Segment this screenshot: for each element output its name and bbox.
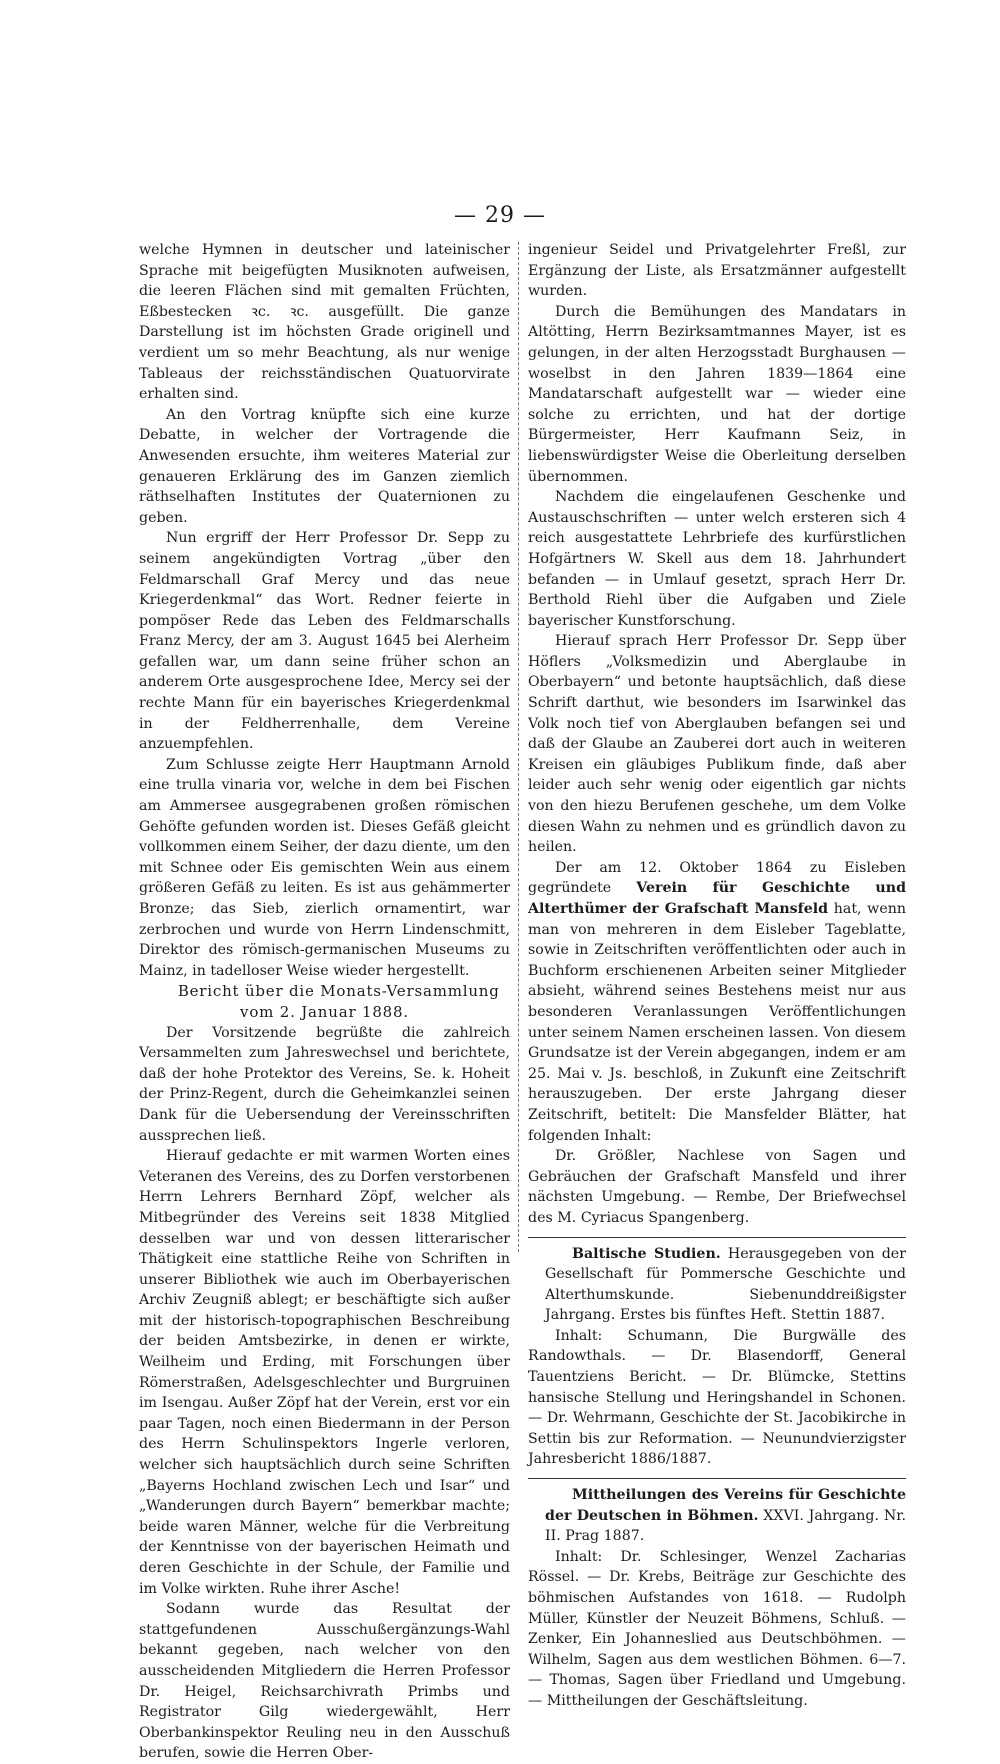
page-number: — 29 — <box>454 203 546 228</box>
divider-rule <box>528 1478 906 1479</box>
paragraph: Der Vorsitzende begrüßte die zahlreich Versammelten zum Jahreswechsel und berichtete, daß der hohe Protektor des Vereins, Se. k. Hoheit der Prinz-Regent, durch die Geheimkanzlei seinen Dank für die Uebersendung der Vereinsschriften aussprechen ließ. <box>139 1024 510 1144</box>
review-entry <box>528 1485 906 1547</box>
review-contents: Inhalt: Schumann, Die Burgwälle des Randowthals. — Dr. Blasendorff, General Tauentziens Bericht. — Dr. Blümcke, Stettins hansische Stellung und Heringshandel in Schonen. — Dr. Wehrmann, Geschichte der St. Jacobikirche in Settin bis zur Reformation. — Neunundvierzigster Jahresbericht 1886/1887. <box>528 1327 906 1468</box>
paragraph: An den Vortrag knüpfte sich eine kurze Debatte, in welcher der Vortragende die Anwesenden ersuchte, ihm weiteres Material zur genaueren Erklärung des im Ganzen ziemlich räthselhaften Institutes der Quaternionen zu geben. <box>139 406 510 526</box>
column-divider <box>518 242 519 1252</box>
society-name: Verein für Geschichte und Alterthümer der Grafschaft Mansfeld <box>528 880 906 917</box>
paragraph: Hierauf sprach Herr Professor Dr. Sepp über Höflers „Volksmedizin und Aberglaube in Oberbayern“ und betonte hauptsächlich, daß diese Schrift darthut, wie besonders im Isarwinkel das Volk noch tief von Aberglauben befangen sei und daß der Glaube an Zauberei dort auch in weiteren Kreisen ein gläubiges Publikum finde, daß aber leider auch sehr wenig oder eigentlich gar nichts von den hiezu Berufenen geschehe, um dem Volke diesen Wahn zu nehmen und es gründlich davon zu heilen. <box>528 633 906 856</box>
left-column <box>139 240 510 1764</box>
paragraph: Durch die Bemühungen des Mandatars in Altötting, Herrn Bezirksamtmannes Mayer, ist es gelungen, in der alten Herzogsstadt Burghausen — woselbst in den Jahren 1839—1864 eine Mandatarschaft aufgestellt war — wieder eine solche zu errichten, und hat der dortige Bürgermeister, Herr Kaufmann Seiz, in liebenswürdigster Weise die Oberleitung derselben übernommen. <box>528 303 906 485</box>
text: hat, wenn man von mehreren in dem Eisleber Tageblatte, sowie in Zeitschriften veröffentlichten oder auch in Buchform erschienenen Arbeiten seiner Mitglieder absieht, während seines Bestehens meist nur aus besonderen Veranlassungen Veröffentlichungen unter seinem Namen erscheinen lassen. Von diesem Grundsatze ist der Verein abgegangen, indem er am 25. Mai v. Js. beschloß, in Zukunft eine Zeitschrift herauszugeben. Der erste Jahrgang dieser Zeitschrift, betitelt: Die Mansfelder Blätter, hat folgenden Inhalt: <box>528 901 906 1144</box>
right-column <box>528 240 906 1712</box>
review-entry <box>528 1244 906 1326</box>
review-title: Baltische Studien. <box>572 1245 721 1262</box>
review-details: Herausgegeben von der Gesellschaft für Pommersche Geschichte und Alterthumskunde. Siebenunddreißigster Jahrgang. Erstes bis fünftes Heft. Stettin 1887. <box>545 1245 906 1324</box>
review-details: XXVI. Jahrgang. Nr. II. Prag 1887. <box>545 1507 906 1545</box>
text: Der am 12. Oktober 1864 zu Eisleben gegründete <box>528 859 906 897</box>
paragraph: ingenieur Seidel und Privatgelehrter Freßl, zur Ergänzung der Liste, als Ersatzmänner aufgestellt wurden. <box>528 242 906 300</box>
paragraph: Hierauf gedachte er mit warmen Worten eines Veteranen des Vereins, des zu Dorfen verstorbenen Herrn Lehrers Bernhard Zöpf, welcher als Mitbegründer des Vereins seit 1838 Mitglied desselben war und von dessen litterarischer Thätigkeit eine stattliche Reihe von Schriften in unserer Bibliothek wie auch im Oberbayerischen Archiv Zeugniß ablegt; er beschäftigte sich außer mit der historisch-topographischen Beschreibung der beiden Amtsbezirke, in denen er wirkte, Weilheim und Erding, mit Forschungen über Römerstraßen, Adelsgeschlechter und Burgruinen im Isengau. Außer Zöpf hat der Verein, erst vor ein paar Tagen, noch einen Biedermann in der Person des Herrn Schulinspektors Ingerle verloren, welcher sich hauptsächlich durch seine Schriften „Bayerns Hochland zwischen Lech und Isar“ und „Wanderungen durch Bayern“ bemerkbar machte; beide waren Männer, welche für die Verbreitung der Kenntnisse von der bayerischen Heimath und deren Geschichte in der Schule, der Familie und im Volke wirkten. Ruhe ihrer Asche! <box>139 1148 510 1597</box>
paragraph: welche Hymnen in deutscher und lateinischer Sprache mit beigefügten Musiknoten aufweisen, die leeren Flächen sind mit gemalten Früchten, Eßbestecken ꝛc. ꝛc. ausgefüllt. Die ganze Darstellung ist im höchsten Grade originell und verdient um so mehr Beachtung, als nur wenige Tableaus der reichsständischen Quatuorvirate erhalten sind. <box>139 242 510 403</box>
paragraph: Dr. Größler, Nachlese von Sagen und Gebräuchen der Grafschaft Mansfeld und ihrer nächsten Umgebung. — Rembe, Der Briefwechsel des M. Cyriacus Spangenberg. <box>528 1148 906 1226</box>
section-heading: Bericht über die Monats-Versammlung vom 2. Januar 1888. <box>177 982 500 1021</box>
paragraph: Zum Schlusse zeigte Herr Hauptmann Arnold eine trulla vinaria vor, welche in dem bei Fischen am Ammersee ausgegrabenen großen römischen Gehöfte gefunden worden ist. Dieses Gefäß gleicht vollkommen einem Seiher, der dazu diente, um den mit Schnee oder Eis gemischten Wein aus einem größeren Gefäß zu leiten. Es ist aus gehämmerter Bronze; das Sieb, zierlich ornamentirt, war zerbrochen und wurde von Herrn Lindenschmitt, Direktor des römisch-germanischen Museums zu Mainz, in tadelloser Weise wieder hergestellt. <box>139 756 510 979</box>
divider-rule <box>528 1237 906 1238</box>
review-contents: Inhalt: Dr. Schlesinger, Wenzel Zacharias Rössel. — Dr. Krebs, Beiträge zur Geschichte des böhmischen Aufstandes von 1618. — Rudolph Müller, Künstler der Neuzeit Böhmens, Schluß. — Zenker, Ein Johanneslied aus Deutschböhmen. — Wilhelm, Sagen aus dem westlichen Böhmen. 6—7. — Thomas, Sagen über Friedland und Umgebung. — Mittheilungen der Geschäftsleitung. <box>528 1548 906 1709</box>
paragraph: Nun ergriff der Herr Professor Dr. Sepp zu seinem angekündigten Vortrag „über den Feldmarschall Graf Mercy und das neue Kriegerdenkmal“ das Wort. Redner feierte in pompöser Rede das Leben des Feldmarschalls Franz Mercy, der am 3. August 1645 bei Alerheim gefallen war, um dann seine früher schon an anderem Orte ausgesprochene Idee, Mercy sei der rechte Mann für ein bayerisches Kriegerdenkmal in der Feldherrenhalle, dem Vereine anzuempfehlen. <box>139 530 510 753</box>
paragraph: Sodann wurde das Resultat der stattgefundenen Ausschußergänzungs-Wahl bekannt gegeben, nach welcher von den ausscheidenden Mitgliedern die Herren Professor Dr. Heigel, Reichsarchivrath Primbs und Registrator Gilg wiedergewählt, Herr Oberbankinspektor Reuling neu in den Ausschuß berufen, sowie die Herren Ober- <box>139 1601 510 1762</box>
paragraph <box>528 858 906 1146</box>
paragraph: Nachdem die eingelaufenen Geschenke und Austauschschriften — unter welch ersteren sich 4 reich ausgestattete Lehrbriefe des kurfürstlichen Hofgärtners W. Skell aus dem 18. Jahrhundert befanden — in Umlauf gesetzt, sprach Herr Dr. Berthold Riehl über die Aufgaben und Ziele bayerischer Kunstforschung. <box>528 489 906 629</box>
review-title: Mittheilungen des Vereins für Geschichte der Deutschen in Böhmen. <box>545 1487 906 1524</box>
